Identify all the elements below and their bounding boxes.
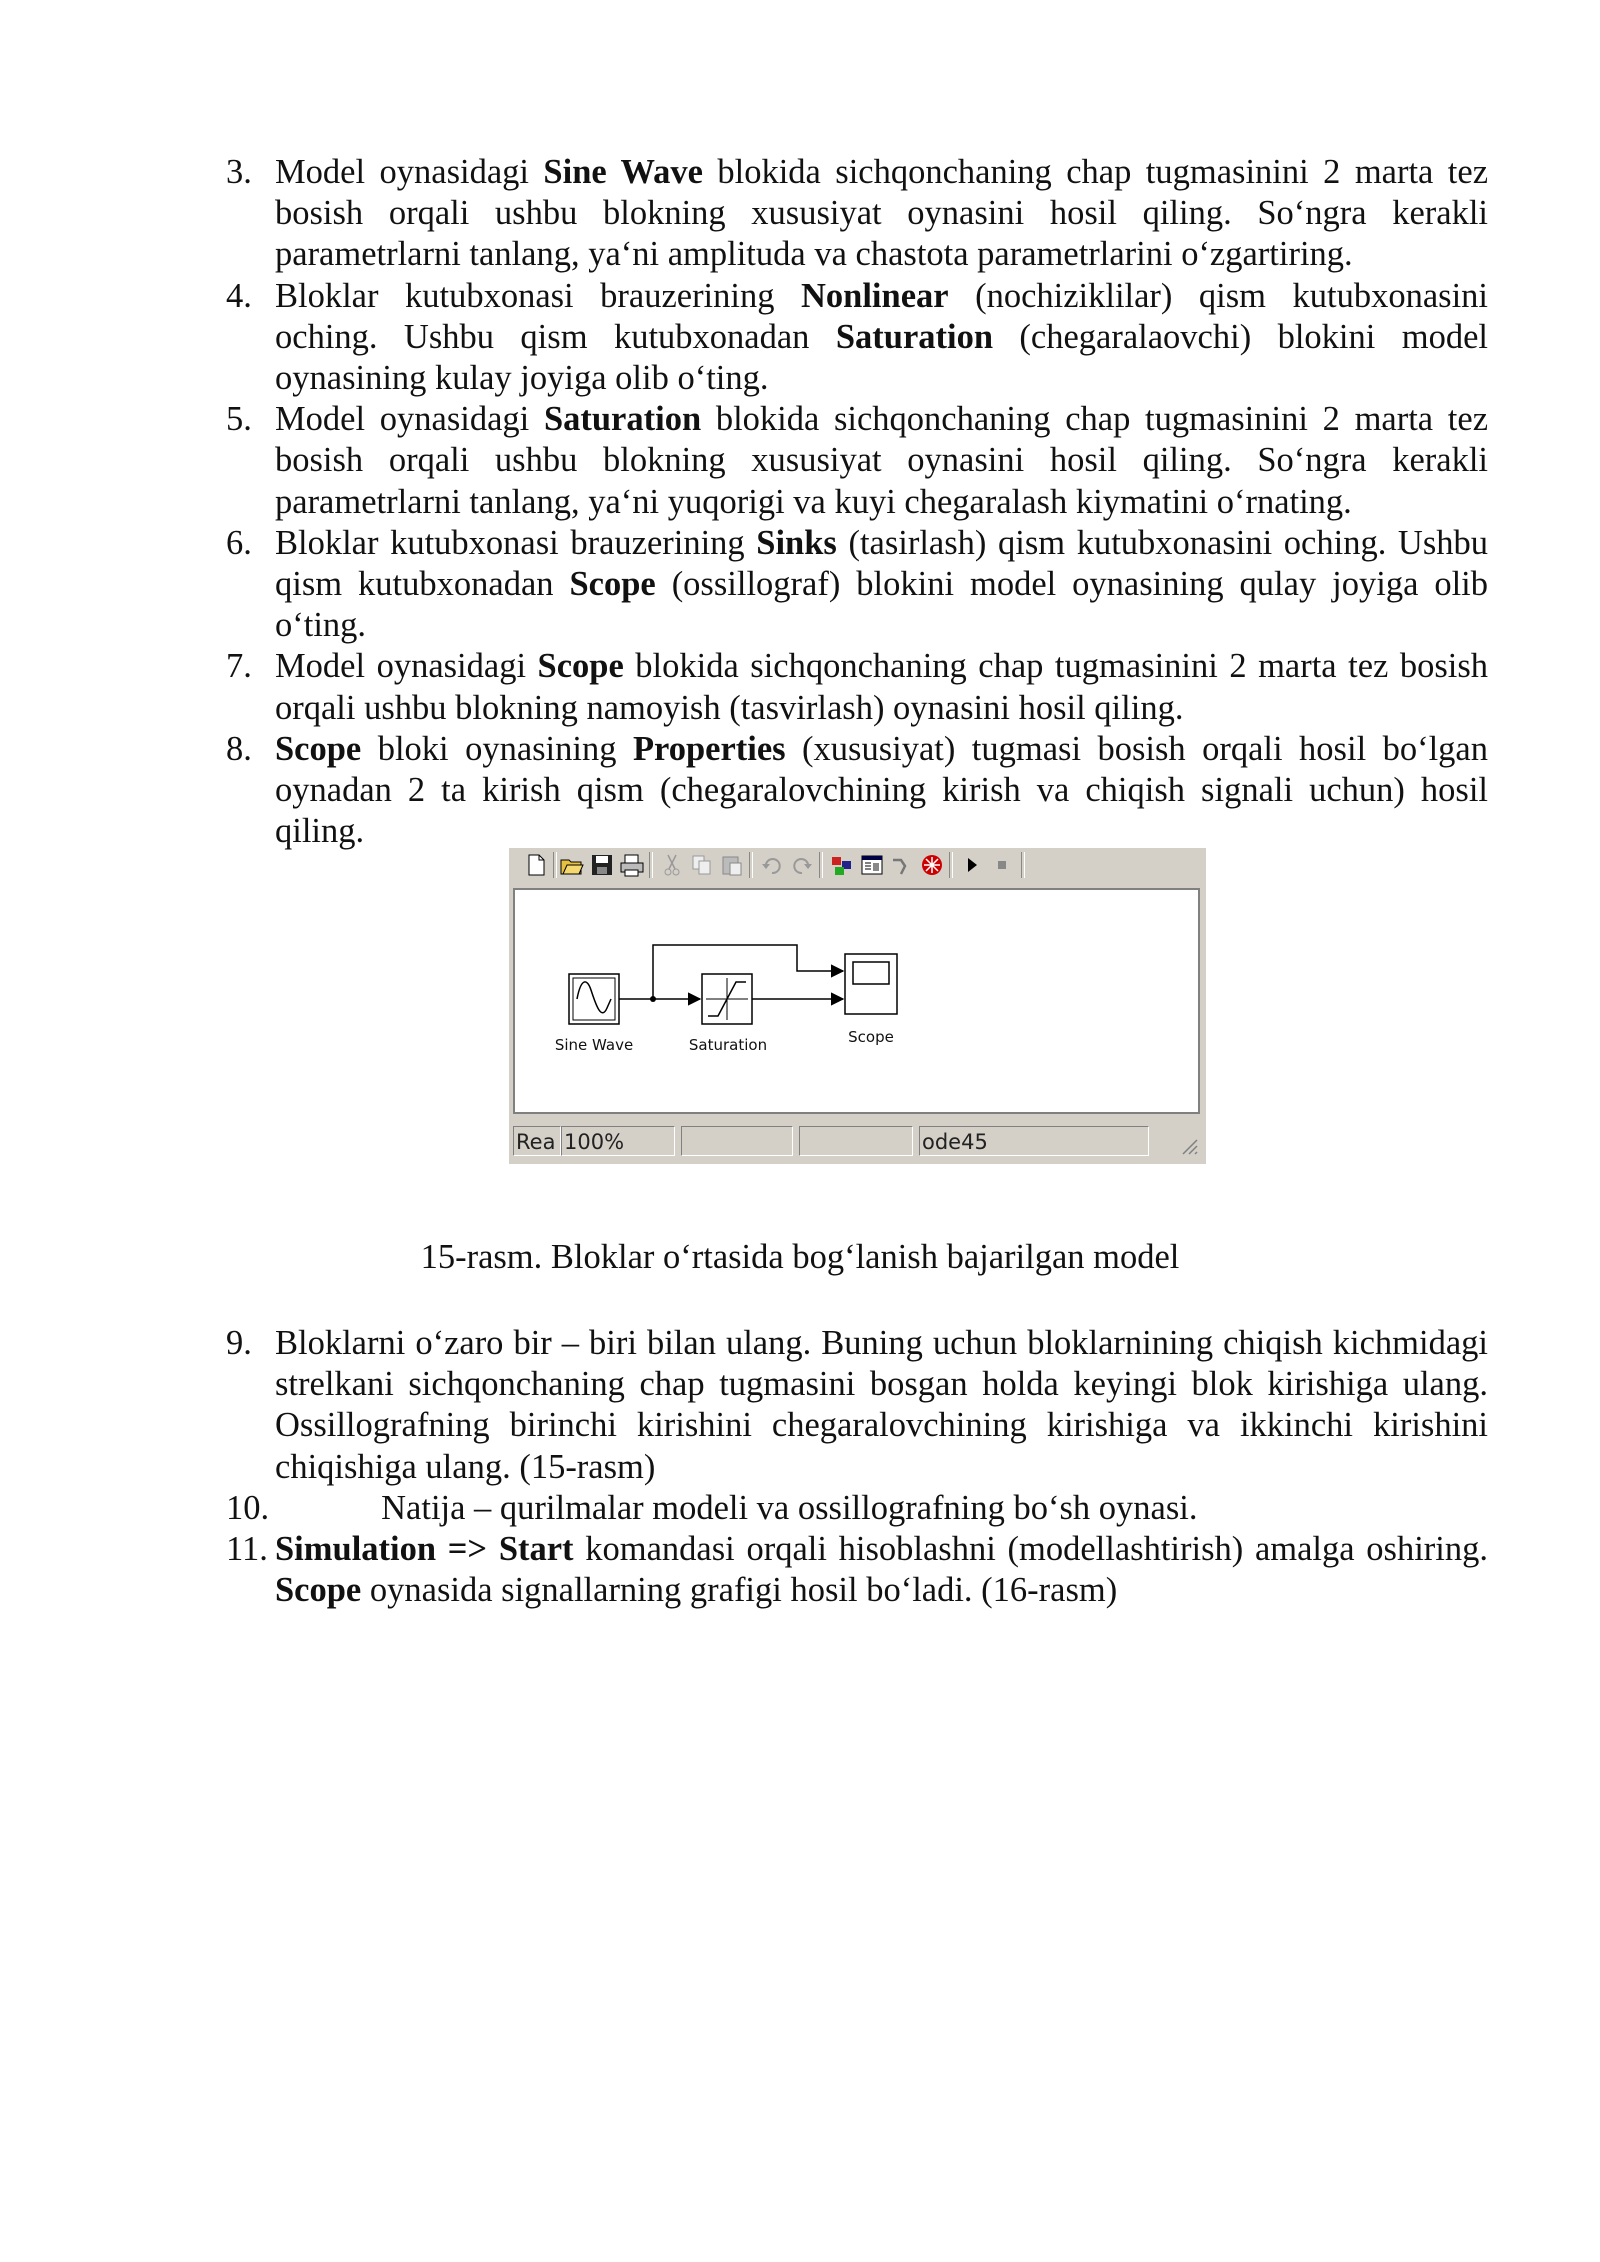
list-item-text: Bloklarni o‘zaro bir – biri bilan ulang. Buning uchun bloklarnining chiqish kichmidagi strelkani sichqonchaning chap tugmasini bosgan holda keyingi blok kirishiga ulang. Ossillografning birinchi kirishini chegaralovchining kirishiga va ikkinchi kirishini chiqishiga ulang. (15-rasm)	[275, 1324, 1488, 1486]
list-number: 9.	[226, 1324, 252, 1362]
model-canvas[interactable]	[513, 888, 1200, 1114]
model-diagram	[515, 890, 1198, 1112]
sine-wave-block[interactable]	[569, 974, 619, 1024]
bold-term: Properties	[632, 729, 786, 768]
list-item-4	[226, 276, 1488, 400]
text-run: (tasirlash) qism kutubxonasini oching. Ushbu qism kutubxonadan	[275, 523, 1489, 604]
text-run: Model oynasidagi	[275, 153, 544, 191]
list-number: 10.	[226, 1488, 270, 1527]
text-run: (nochiziklilar) qism kutubxonasini oching. Ushbu qism kutubxonadan	[275, 276, 1488, 356]
text-run: (xususiyat) tugmasi bosish orqali hosil bo‘lgan oynadan 2 ta kirish qism (chegaralovchining kirish va chiqish signali uchun) hosil qiling.	[275, 729, 1488, 851]
text-run: oynasida signallarning grafigi hosil bo‘ladi. (16-rasm)	[361, 1571, 1118, 1610]
toolbar	[509, 848, 1206, 882]
resize-grip-icon[interactable]	[1177, 1134, 1199, 1156]
status-empty-1	[681, 1126, 793, 1156]
bold-term: Scope	[537, 647, 624, 686]
open-folder-icon[interactable]	[559, 852, 585, 878]
list-item-text: Natija – qurilmalar modeli va ossillografning bo‘sh oynasi.	[381, 1488, 1198, 1527]
print-icon[interactable]	[619, 852, 645, 878]
text-run: komandasi orqali hisoblashni (modellashtirish) amalga oshiring.	[573, 1530, 1488, 1569]
list-number: 11.	[226, 1530, 268, 1569]
list-number: 7.	[226, 647, 252, 686]
start-simulation-icon[interactable]	[959, 852, 985, 878]
bold-term: Simulation	[275, 1530, 437, 1569]
text-run: blokida sichqonchaning chap tugmasinini 2 marta tez bosish orqali ushbu blokning namoyish (tasvirlash) oynasini hosil qiling.	[275, 647, 1489, 727]
bold-term: Saturation	[835, 317, 994, 356]
status-zoom: 100%	[561, 1126, 675, 1156]
text-run: Model oynasidagi	[275, 647, 538, 686]
list-item-7	[226, 646, 1488, 728]
text-run: bloki oynasining	[361, 729, 633, 768]
status-solver: ode45	[919, 1126, 1149, 1156]
status-ready: Rea	[513, 1126, 561, 1156]
paste-icon[interactable]	[719, 852, 745, 878]
text-run: blokida sichqonchaning chap tugmasinini 2 marta tez bosish orqali ushbu blokning xususiyat oynasini hosil qiling. So‘ngra kerakli parametrlarni tanlang, ya‘ni amplituda va chastota parametrlarini o‘zgartiring.	[275, 153, 1489, 274]
scope-label: Scope	[848, 1028, 894, 1046]
list-item-11	[226, 1529, 1488, 1611]
bold-term: Saturation	[543, 400, 702, 439]
bold-term: Scope	[275, 729, 362, 768]
list-number: 3.	[226, 153, 252, 191]
status-bar	[509, 1120, 1206, 1160]
list-number: 8.	[226, 729, 252, 768]
save-icon[interactable]	[589, 852, 615, 878]
status-empty-2	[799, 1126, 913, 1156]
bold-term: Scope	[569, 565, 656, 604]
bold-term: =>	[436, 1530, 499, 1569]
list-number: 6.	[226, 523, 252, 562]
instruction-list-top	[226, 152, 1488, 852]
debug-icon[interactable]	[889, 852, 915, 878]
text-run: blokida sichqonchaning chap tugmasinini 2 marta tez bosish orqali ushbu blokning xususiyat oynasini hosil qiling. So‘ngra kerakli parametrlarni tanlang, ya‘ni yuqorigi va kuyi chegaralash kiymatini o‘rnating.	[275, 400, 1489, 521]
bold-term: Scope	[275, 1571, 362, 1610]
stop-simulation-icon[interactable]	[989, 852, 1015, 878]
text-run: Bloklar kutubxonasi brauzerining	[275, 276, 801, 315]
redo-icon[interactable]	[789, 852, 815, 878]
saturation-block[interactable]	[702, 974, 752, 1024]
new-file-icon[interactable]	[523, 852, 549, 878]
scope-block[interactable]	[845, 954, 897, 1014]
copy-icon[interactable]	[689, 852, 715, 878]
list-item-8	[226, 729, 1488, 853]
text-run: Bloklar kutubxonasi brauzerining	[275, 523, 757, 562]
undo-icon[interactable]	[759, 852, 785, 878]
instruction-list-bottom	[226, 1323, 1488, 1611]
cut-icon[interactable]	[659, 852, 685, 878]
text-run: Model oynasidagi	[275, 400, 544, 439]
simulink-model-window	[509, 848, 1206, 1164]
text-run: (ossillograf) blokini model oynasining qulay joyiga olib o‘ting.	[275, 565, 1489, 645]
list-item-10	[226, 1488, 1488, 1529]
bold-term: Nonlinear	[800, 276, 949, 315]
model-browser-icon[interactable]	[859, 852, 885, 878]
list-item-9	[226, 1323, 1488, 1488]
sine-wave-label: Sine Wave	[554, 1036, 634, 1054]
accelerator-icon[interactable]	[919, 852, 945, 878]
list-number: 5.	[226, 400, 252, 439]
text-run: (chegaralaovchi) blokini model oynasining kulay joyiga olib o‘ting.	[275, 317, 1488, 398]
figure-caption: 15-rasm. Bloklar o‘rtasida bog‘lanish bajarilgan model	[420, 1238, 1180, 1276]
bold-term: Start	[498, 1530, 574, 1569]
bold-term: Sine Wave	[543, 153, 703, 191]
list-item-3	[226, 152, 1488, 276]
list-item-6	[226, 523, 1488, 647]
list-number: 4.	[226, 276, 252, 315]
saturation-label: Saturation	[688, 1036, 768, 1054]
list-item-5	[226, 399, 1488, 523]
library-browser-icon[interactable]	[829, 852, 855, 878]
bold-term: Sinks	[756, 523, 837, 562]
